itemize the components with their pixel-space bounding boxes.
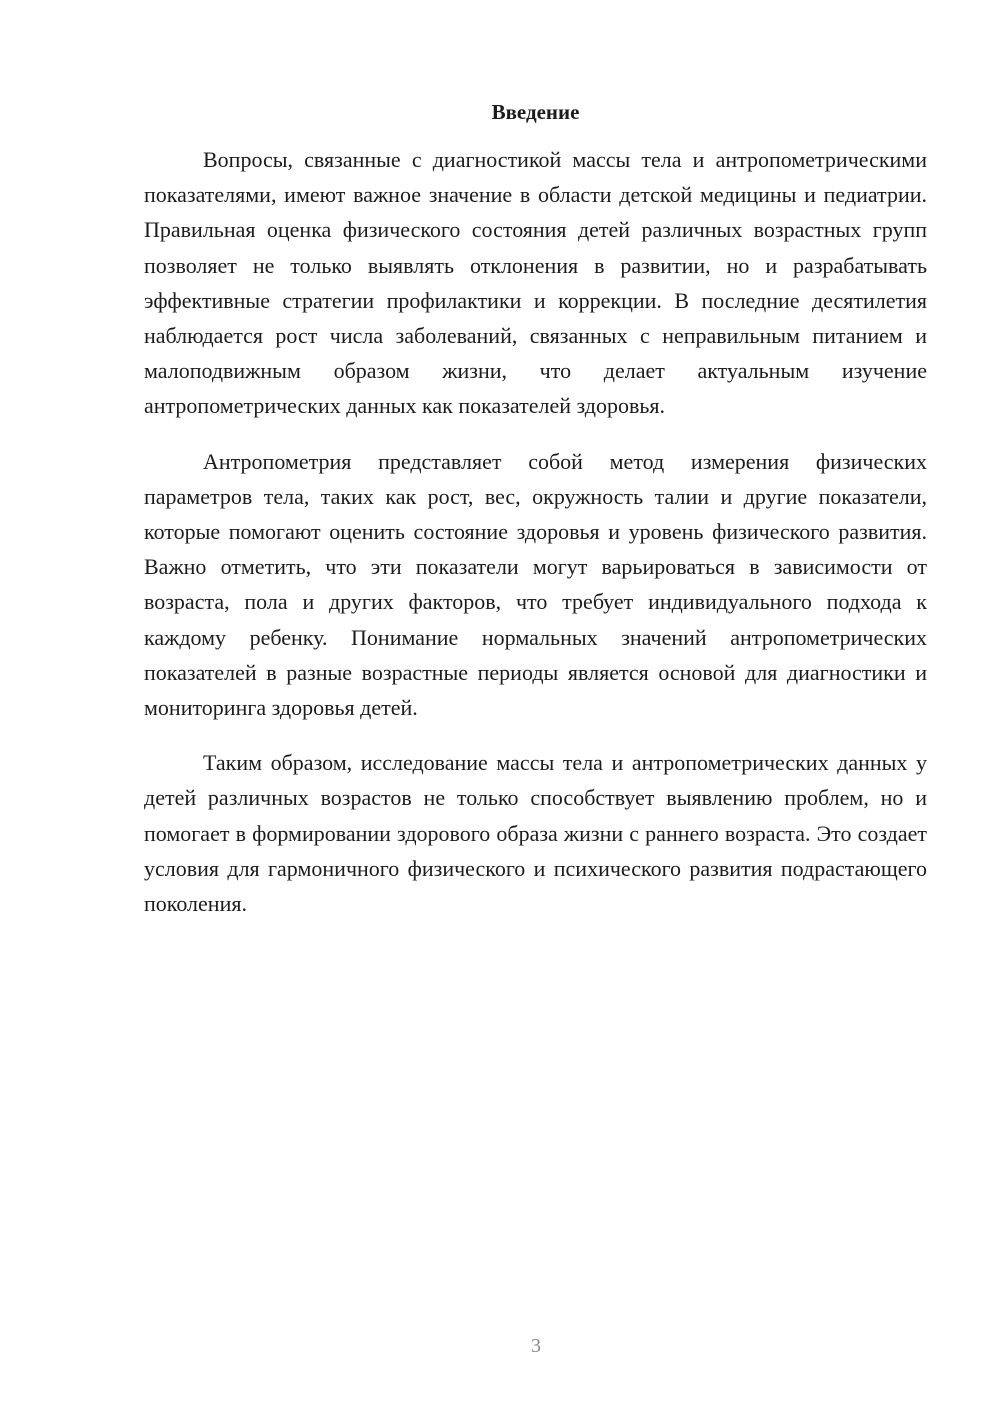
body-text (144, 142, 927, 941)
section-heading: Введение (491, 100, 580, 124)
paragraph-1: Вопросы, связанные с диагностикой массы тела и антропометрическими показателями, имеют важное значение в области детской медицины и педиатрии. Правильная оценка физического состояния детей различных возрастных групп позволяет не только выявлять отклонения в развитии, но и разрабатывать эффективные стратегии профилактики и коррекции. В последние десятилетия наблюдается рост числа заболеваний, связанных с неправильным питанием и малоподвижным образом жизни, что делает актуальным изучение антропометрических данных как показателей здоровья. (144, 147, 927, 419)
paragraph-3: Таким образом, исследование массы тела и антропометрических данных у детей различных возрастов не только способствует выявлению проблем, но и помогает в формировании здорового образа жизни с раннего возраста. Это создает условия для гармоничного физического и психического развития подрастающего поколения. (144, 750, 927, 917)
page-number: 3 (531, 1335, 541, 1357)
paragraph-2: Антропометрия представляет собой метод измерения физических параметров тела, таких как рост, вес, окружность талии и другие показатели, которые помогают оценить состояние здоровья и уровень физического развития. Важно отметить, что эти показатели могут варьироваться в зависимости от возраста, пола и других факторов, что требует индивидуального подхода к каждому ребенку. Понимание нормальных значений антропометрических показателей в разные возрастные периоды является основой для диагностики и мониторинга здоровья детей. (144, 448, 927, 721)
